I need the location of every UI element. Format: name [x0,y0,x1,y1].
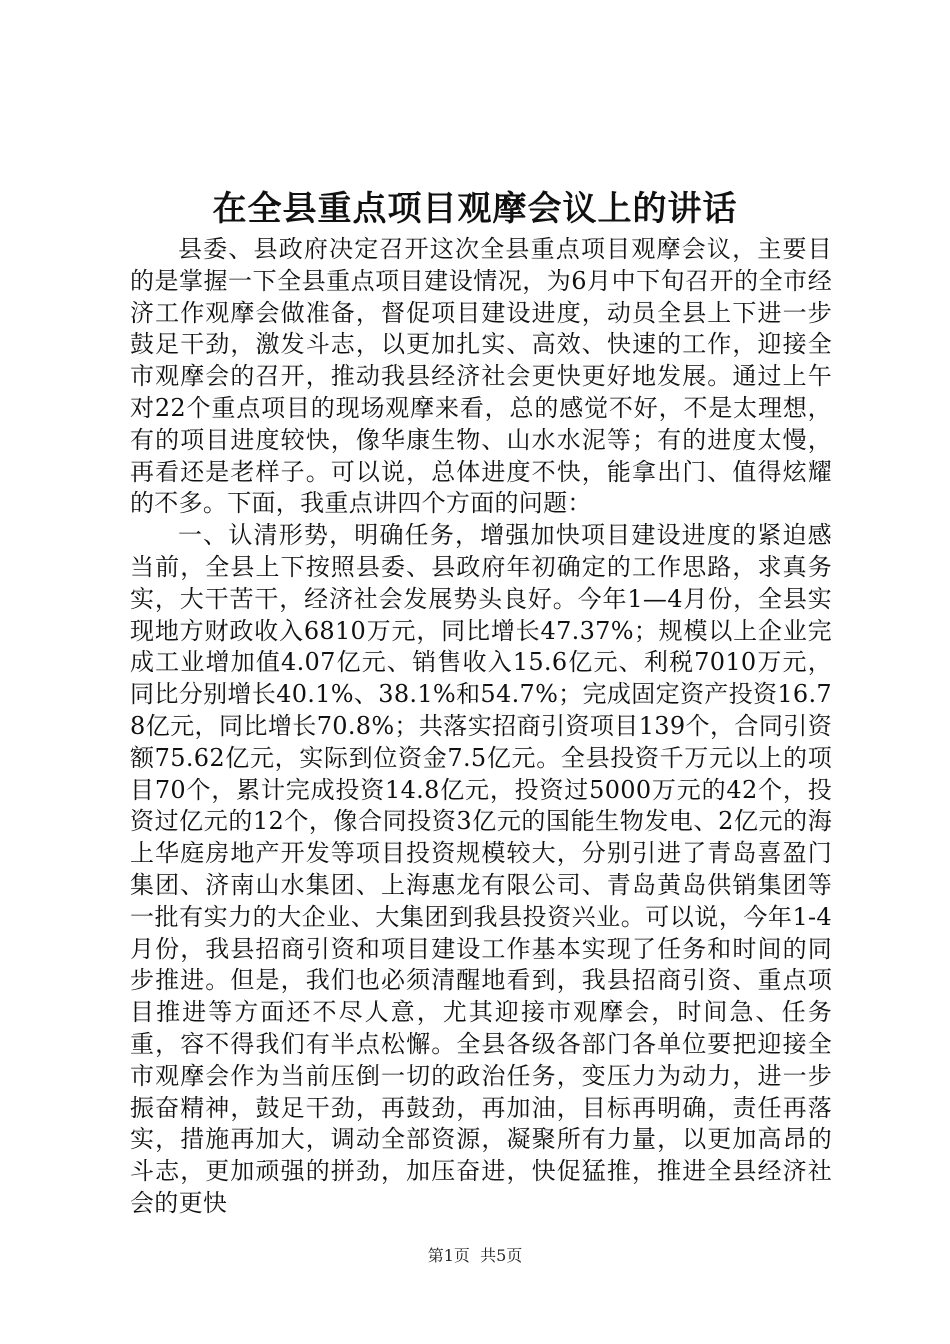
page-footer [0,1246,950,1266]
page-total: 共5页 [480,1246,523,1265]
page-number: 第1页 [427,1246,470,1265]
footer-spacer [470,1246,480,1265]
paragraph-section-one: 一、认清形势，明确任务，增强加快项目建设进度的紧迫感当前，全县上下按照县委、县政府年初确定的工作思路，求真务实，大干苦干，经济社会发展势头良好。今年1—4月份，全县实现地方财政收入6810万元，同比增长47.37%；规模以上企业完成工业增加值4.07亿元、销售收入15.6亿元、利税7010万元，同比分别增长40.1%、38.1%和54.7%；完成固定资产投资16.78亿元，同比增长70.8%；共落实招商引资项目139个，合同引资额75.62亿元，实际到位资金7.5亿元。全县投资千万元以上的项目70个，累计完成投资14.8亿元，投资过5000万元的42个，投资过亿元的12个，像合同投资3亿元的国能生物发电、2亿元的海上华庭房地产开发等项目投资规模较大，分别引进了青岛喜盈门集团、济南山水集团、上海惠龙有限公司、青岛黄岛供销集团等一批有实力的大企业、大集团到我县投资兴业。可以说，今年1-4月份，我县招商引资和项目建设工作基本实现了任务和时间的同步推进。但是，我们也必须清醒地看到，我县招商引资、重点项目推进等方面还不尽人意，尤其迎接市观摩会，时间急、任务重，容不得我们有半点松懈。全县各级各部门各单位要把迎接全市观摩会作为当前压倒一切的政治任务，变压力为动力，进一步振奋精神，鼓足干劲，再鼓劲，再加油，目标再明确，责任再落实，措施再加大，调动全部资源，凝聚所有力量，以更加高昂的斗志，更加顽强的拼劲，加压奋进，快促猛推，推进全县经济社会的更快 [130,521,832,1217]
paragraph-intro: 县委、县政府决定召开这次全县重点项目观摩会议，主要目的是掌握一下全县重点项目建设情况，为6月中下旬召开的全市经济工作观摩会做准备，督促项目建设进度，动员全县上下进一步鼓足干劲，激发斗志，以更加扎实、高效、快速的工作，迎接全市观摩会的召开，推动我县经济社会更快更好地发展。通过上午对22个重点项目的现场观摩来看，总的感觉不好，不是太理想，有的项目进度较快，像华康生物、山水水泥等；有的进度太慢，再看还是老样子。可以说，总体进度不快，能拿出门、值得炫耀的不多。下面，我重点讲四个方面的问题： [130,235,832,518]
document-body [130,234,832,1220]
document-title: 在全县重点项目观摩会议上的讲话 [212,189,738,229]
